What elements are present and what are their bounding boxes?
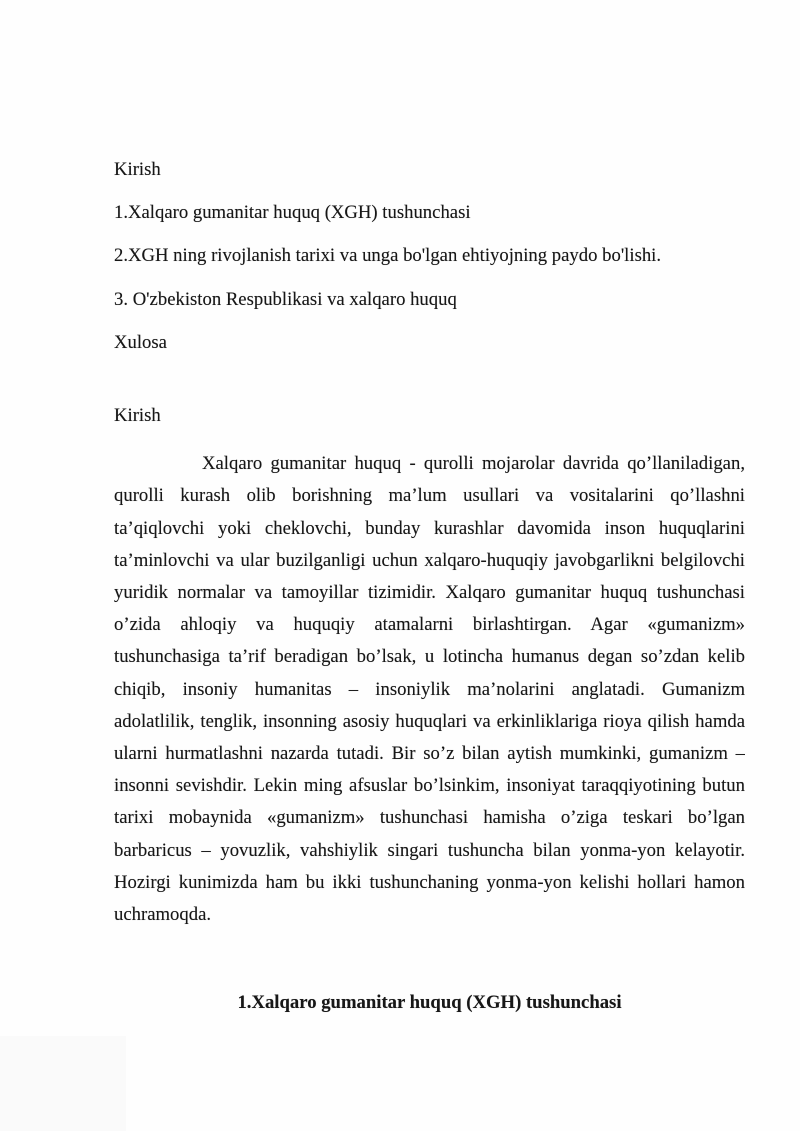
outline-item-1: 1.Xalqaro gumanitar huquq (XGH) tushunchasi: [114, 202, 471, 224]
paragraph-line: tarixi mobaynida «gumanizm» tushunchasi hamisha o’ziga teskari bo’lgan: [114, 807, 745, 829]
section-heading-kirish: Kirish: [114, 405, 161, 427]
outline-item-2: 2.XGH ning rivojlanish tarixi va unga bo'lgan ehtiyojning paydo bo'lishi.: [114, 245, 662, 267]
body-paragraph: [114, 448, 745, 931]
paragraph-line: uchramoqda.: [114, 904, 212, 926]
paragraph-line: adolatlilik, tenglik, insonning asosiy huquqlari va erkinliklariga rioya qilish hamda: [114, 710, 745, 732]
paragraph-line: tushunchasiga ta’rif beradigan bo’lsak, u lotincha humanus degan so’zdan kelib: [114, 646, 745, 668]
chapter-heading: 1.Xalqaro gumanitar huquq (XGH) tushunchasi: [237, 992, 622, 1014]
paragraph-line: ularni hurmatlashni nazarda tutadi. Bir so’z bilan aytish mumkinki, gumanizm –: [114, 743, 745, 765]
paragraph-line: yuridik normalar va tamoyillar tizimidir. Xalqaro gumanitar huquq tushunchasi: [114, 582, 745, 604]
document-content: [114, 154, 745, 1019]
outline-item-3: 3. O'zbekiston Respublikasi va xalqaro huquq: [114, 288, 457, 310]
paragraph-line: ta’minlovchi va ular buzilganligi uchun xalqaro-huquqiy javobgarlikni belgilovchi: [114, 549, 745, 571]
paragraph-line: o’zida ahloqiy va huquqiy atamalarni birlashtirgan. Agar «gumanizm»: [114, 614, 745, 636]
paragraph-line: Xalqaro gumanitar huquq - qurolli mojarolar davrida qo’llaniladigan,: [202, 453, 745, 475]
document-outline: [114, 154, 745, 359]
scan-artifact-shade: [0, 1036, 126, 1131]
paragraph-line: insonni sevishdir. Lekin ming afsuslar bo’lsinkim, insoniyat taraqqiyotining butun: [114, 775, 745, 797]
paragraph-line: ta’qiqlovchi yoki cheklovchi, bunday kurashlar davomida inson huquqlarini: [114, 517, 745, 539]
paragraph-line: Hozirgi kunimizda ham bu ikki tushunchaning yonma-yon kelishi hollari hamon: [114, 871, 745, 893]
outline-item-xulosa: Xulosa: [114, 331, 167, 353]
paragraph-line: qurolli kurash olib borishning ma’lum usullari va vositalarini qo’llashni: [114, 485, 745, 507]
paragraph-line: chiqib, insoniy humanitas – insoniylik ma’nolarini anglatadi. Gumanizm: [114, 678, 745, 700]
outline-item-kirish: Kirish: [114, 159, 161, 180]
paragraph-line: barbaricus – yovuzlik, vahshiylik singari tushuncha bilan yonma-yon kelayotir.: [114, 839, 745, 861]
